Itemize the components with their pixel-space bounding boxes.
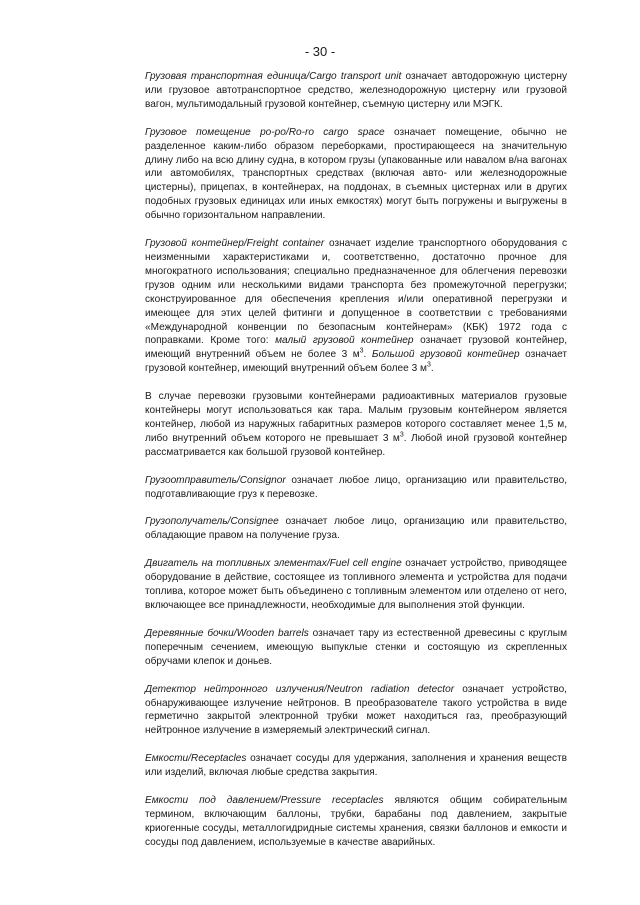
definition-paragraph (145, 237, 567, 376)
definition-text: означает любое лицо, организацию или правительство, подготавливающие груз к перевозке. (145, 474, 567, 500)
defined-term: Емкости под давлением/Pressure receptacles (145, 795, 384, 807)
definition-text: являются общим собирательным термином, включающим баллоны, трубки, барабаны под давлением, закрытые криогенные сосуды, металлогидридные системы хранения, связки баллонов и емкости и сосуды под давлением, используемые в качестве аварийных. (145, 795, 568, 848)
defined-term: Грузоотправитель/Consignor (145, 474, 286, 486)
definition-paragraph (145, 515, 567, 543)
definition-paragraph (145, 752, 567, 780)
definition-paragraph (145, 557, 567, 613)
paragraph-text: В случае перевозки грузовыми контейнерами радиоактивных материалов грузовые контейнеры могут использоваться как тара. Малым грузовым контейнером является контейнер, любой из наружных габаритных размеров которого составляет менее 1,5 м, либо внутренний объем которого не превышает 3 м (145, 391, 567, 444)
superscript: 3 (426, 361, 431, 369)
defined-term: Большой грузовой контейнер (371, 349, 520, 361)
defined-term: Грузовая транспортная единица/Cargo transport unit (145, 71, 402, 82)
definition-paragraph (145, 474, 567, 502)
definition-text: означает помещение, обычно не разделенное каким-либо образом переборками, простирающееся на значительную длину либо на всю длину судна, в котором грузы (упакованные или навалом в/на вагонах или автомобилях, транспортных средствах (включая авто- или железнодорожные цистерны), прицепах, в контейнерах, на поддонах, в съемных цистернах или в других подобных грузовых единицах или иных емкостях) могут быть погружены и выгружены в обычно горизонтальном направлении. (145, 126, 567, 222)
document-body (145, 70, 567, 850)
definition-text: означает сосуды для удержания, заполнения и хранения веществ или изделий, включая любые средства закрытия. (145, 753, 567, 779)
defined-term: Емкости/Receptacles (145, 753, 247, 765)
paragraph-text: . Любой иной грузовой контейнер рассматривается как большой грузовой контейнер. (145, 432, 567, 458)
definition-paragraph (145, 70, 567, 112)
definition-text: . (430, 363, 434, 375)
definition-paragraph (145, 627, 567, 669)
definition-paragraph (145, 683, 567, 739)
definition-text: означает автодорожную цистерну или грузовое автотранспортное средство, железнодорожную цистерну или грузовой вагон, мультимодальный грузовой контейнер, съемную цистерну или МЭГК. (145, 71, 567, 110)
body-paragraph (145, 390, 567, 460)
superscript: 3 (359, 347, 364, 355)
superscript: 3 (399, 431, 404, 439)
defined-term: Грузовое помещение ро-ро/Ro-ro cargo space (145, 126, 385, 138)
definition-text: означает тару из естественной древесины с круглым поперечным сечением, имеющую выпуклые стенки и состоящую из скрепленных обручами клепок и доньев. (145, 627, 568, 667)
definition-text: . (363, 349, 372, 361)
defined-term: Детектор нейтронного излучения/Neutron radiation detector (145, 683, 455, 695)
definition-text: означает грузовой контейнер, имеющий внутренний объем не более 3 м (145, 335, 568, 361)
defined-term: малый грузовой контейнер (275, 335, 414, 347)
defined-term: Двигатель на топливных элементах/Fuel cell engine (145, 558, 402, 570)
defined-term: Деревянные бочки/Wooden barrels (145, 627, 309, 639)
definition-text: означает устройство, приводящее оборудование в действие, состоящее из топливного элемента и устройства для подачи топлива, которое может быть объединено с топливным элементом или отделено от него, включающее все принадлежности, необходимые для выполнения этой функции. (145, 558, 567, 611)
definition-text: означает любое лицо, организацию или правительство, обладающие правом на получение груза. (145, 516, 567, 542)
definition-text: означает устройство, обнаруживающее излучение нейтронов. В преобразователе такого устройства в виде герметично закрытой электронной трубки может находиться газ, преобразующий нейтронное излучение в измеряемый электрический сигнал. (145, 683, 567, 737)
definition-text: означает изделие транспортного оборудования с неизменными характеристиками и, соответственно, достаточно прочное для многократного использования; специально предназначенное для облегчения перевозки грузов одним или несколькими видами транспорта без промежуточной перегрузки; сконструированное для обеспечения крепления и/или оперативной перегрузки и имеющее для этих целей фитинги и допущенное в соответствии с требованиями «Международной конвенции по безопасным контейнерам» (КБК) 1972 года с поправками. Кроме того: (145, 238, 567, 347)
definition-paragraph (145, 126, 567, 223)
page-number: - 30 - (304, 44, 336, 59)
definition-paragraph (145, 794, 567, 850)
definition-text: означает грузовой контейнер, имеющий внутренний объем более 3 м (145, 349, 567, 375)
defined-term: Грузовой контейнер/Freight container (145, 238, 325, 250)
defined-term: Грузополучатель/Consignee (145, 516, 279, 528)
